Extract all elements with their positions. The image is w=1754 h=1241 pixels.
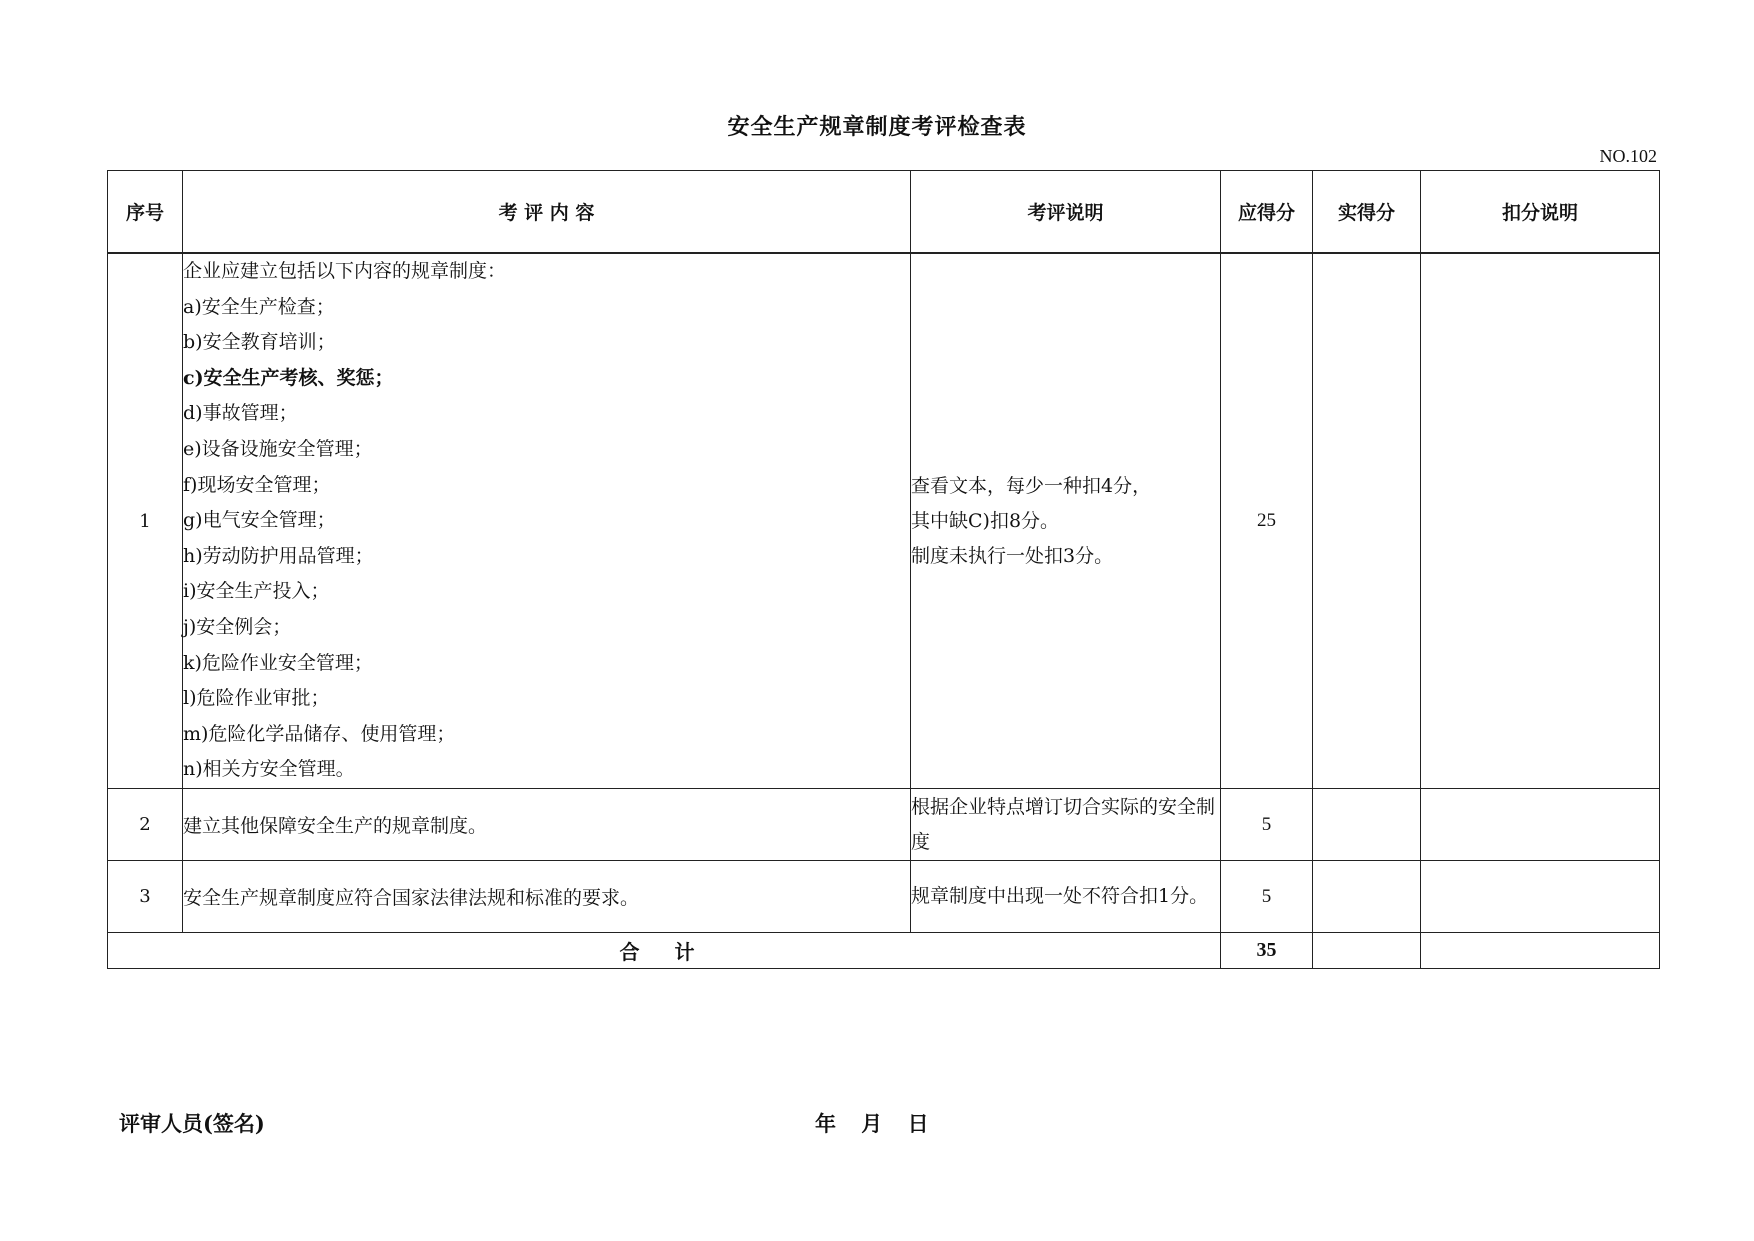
row-no: 3 bbox=[108, 861, 183, 933]
row-content: 安全生产规章制度应符合国家法律法规和标准的要求。 bbox=[183, 861, 911, 933]
row-content: 建立其他保障安全生产的规章制度。 bbox=[183, 789, 911, 861]
row-deduct-note[interactable] bbox=[1421, 861, 1660, 933]
content-line: e)设备设施安全管理； bbox=[183, 438, 373, 461]
desc-line: 其中缺C)扣8分。 bbox=[911, 509, 1060, 532]
row-actual-score[interactable] bbox=[1313, 789, 1421, 861]
content-line: 企业应建立包括以下内容的规章制度： bbox=[183, 260, 507, 283]
total-row bbox=[108, 933, 1660, 969]
total-label: 合 计 bbox=[108, 933, 1221, 969]
content-line: m)危险化学品储存、使用管理； bbox=[183, 722, 456, 745]
content-line: i)安全生产投入； bbox=[183, 580, 330, 603]
content-line: f)现场安全管理； bbox=[183, 473, 331, 496]
desc-line: 查看文本，每少一种扣4分， bbox=[911, 474, 1152, 497]
content-line: b)安全教育培训； bbox=[183, 331, 336, 354]
total-actual-score[interactable] bbox=[1313, 933, 1421, 969]
row-desc: 根据企业特点增订切合实际的安全制度 bbox=[911, 789, 1221, 861]
row-desc: 规章制度中出现一处不符合扣1分。 bbox=[911, 861, 1221, 933]
content-line: d)事故管理； bbox=[183, 402, 298, 425]
header-no: 序号 bbox=[108, 171, 183, 254]
table-row bbox=[108, 861, 1660, 933]
header-row bbox=[108, 171, 1660, 254]
header-content: 考 评 内 容 bbox=[183, 171, 911, 254]
row-actual-score[interactable] bbox=[1313, 861, 1421, 933]
header-due-score: 应得分 bbox=[1221, 171, 1313, 254]
row-deduct-note[interactable] bbox=[1421, 789, 1660, 861]
total-deduct-note[interactable] bbox=[1421, 933, 1660, 969]
table-row bbox=[108, 253, 1660, 789]
content-line: k)危险作业安全管理； bbox=[183, 651, 373, 674]
signature-date-label: 年 月 日 bbox=[815, 1111, 929, 1136]
header-deduct-note: 扣分说明 bbox=[1421, 171, 1660, 254]
desc-line: 制度未执行一处扣3分。 bbox=[911, 544, 1114, 567]
content-line: n)相关方安全管理。 bbox=[183, 758, 355, 781]
content-line: c)安全生产考核、奖惩； bbox=[183, 366, 394, 389]
evaluation-table bbox=[107, 170, 1660, 969]
content-line: l)危险作业审批； bbox=[183, 687, 330, 710]
row-no: 1 bbox=[108, 253, 183, 789]
content-line: a)安全生产检查； bbox=[183, 295, 335, 318]
row-no: 2 bbox=[108, 789, 183, 861]
row-due-score: 25 bbox=[1221, 253, 1313, 789]
content-line: j)安全例会； bbox=[183, 615, 292, 638]
row-actual-score[interactable] bbox=[1313, 253, 1421, 789]
row-due-score: 5 bbox=[1221, 861, 1313, 933]
header-actual-score: 实得分 bbox=[1313, 171, 1421, 254]
row-due-score: 5 bbox=[1221, 789, 1313, 861]
document-title: 安全生产规章制度考评检查表 bbox=[727, 115, 1027, 140]
row-content bbox=[183, 253, 911, 789]
header-desc: 考评说明 bbox=[911, 171, 1221, 254]
row-desc bbox=[911, 253, 1221, 789]
reviewer-signature-label: 评审人员(签名) bbox=[119, 1111, 265, 1136]
document-number: NO.102 bbox=[1599, 146, 1657, 166]
content-line: g)电气安全管理； bbox=[183, 509, 336, 532]
content-line: h)劳动防护用品管理； bbox=[183, 544, 374, 567]
table-row bbox=[108, 789, 1660, 861]
total-due-score: 35 bbox=[1221, 933, 1313, 969]
row-deduct-note[interactable] bbox=[1421, 253, 1660, 789]
